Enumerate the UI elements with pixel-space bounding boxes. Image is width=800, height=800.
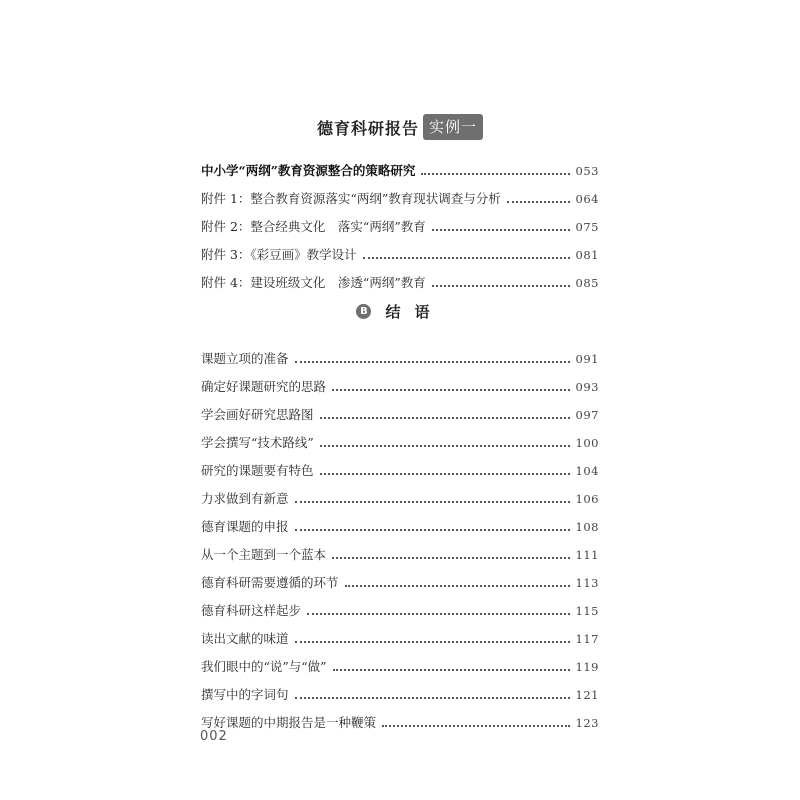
toc-entry-title: 学会撰写“技术路线” <box>201 435 314 450</box>
page-header <box>0 114 800 140</box>
toc-entry[interactable] <box>201 646 599 674</box>
toc-entry-page: 108 <box>575 520 599 534</box>
dot-leader <box>332 556 570 559</box>
toc-entry[interactable] <box>201 674 599 702</box>
toc-entry[interactable] <box>201 422 599 450</box>
toc-entry-title: 确定好课题研究的思路 <box>201 379 327 394</box>
dot-leader <box>333 668 570 671</box>
toc-entry-title: 读出文献的味道 <box>201 631 289 646</box>
toc-entry-title: 德育课题的申报 <box>201 519 289 534</box>
toc-entry[interactable] <box>201 150 599 178</box>
dot-leader <box>295 528 570 531</box>
toc-entry-page: 053 <box>575 164 599 178</box>
toc-entry-title: 我们眼中的“说”与“做” <box>201 659 327 674</box>
toc-entry-title: 附件 1：整合教育资源落实“两纲”教育现状调查与分析 <box>201 191 501 206</box>
toc-entry-page: 093 <box>575 380 599 394</box>
toc-entry-page: 121 <box>575 688 599 702</box>
toc-entry-page: 075 <box>575 220 599 234</box>
dot-leader <box>295 696 570 699</box>
dot-leader <box>382 724 570 727</box>
toc-entry-title: 学会画好研究思路图 <box>201 407 314 422</box>
toc-entry-title: 力求做到有新意 <box>201 491 289 506</box>
toc-entry-title: 附件 4：建设班级文化 渗透“两纲”教育 <box>201 275 426 290</box>
toc-entry[interactable] <box>201 338 599 366</box>
toc-entry-title: 从一个主题到一个蓝本 <box>201 547 327 562</box>
toc-entry[interactable] <box>201 478 599 506</box>
section-title: 结语 <box>385 303 444 321</box>
toc-entry-title: 中小学“两纲”教育资源整合的策略研究 <box>201 163 416 178</box>
toc-entry-page: 111 <box>575 548 599 562</box>
dot-leader <box>507 200 570 203</box>
toc-list-part2 <box>201 338 599 730</box>
section-letter-badge: B <box>356 304 371 319</box>
toc-entry-page: 106 <box>575 492 599 506</box>
dot-leader <box>320 416 570 419</box>
header-title: 德育科研报告 <box>316 118 419 138</box>
dot-leader <box>363 256 570 259</box>
toc-entry[interactable] <box>201 234 599 262</box>
toc-list-part1 <box>201 150 599 290</box>
toc-entry-page: 081 <box>575 248 599 262</box>
dot-leader <box>320 472 570 475</box>
toc-entry[interactable] <box>201 562 599 590</box>
header-badge: 实例一 <box>423 114 483 140</box>
dot-leader <box>295 360 570 363</box>
section-header <box>0 301 800 322</box>
toc-entry-page: 104 <box>575 464 599 478</box>
toc-entry-page: 091 <box>575 352 599 366</box>
page-number: 002 <box>200 729 228 744</box>
toc-entry-page: 064 <box>575 192 599 206</box>
toc-entry[interactable] <box>201 618 599 646</box>
toc-entry-page: 115 <box>575 604 599 618</box>
toc-entry[interactable] <box>201 206 599 234</box>
toc-entry-page: 113 <box>575 576 599 590</box>
toc-entry-page: 097 <box>575 408 599 422</box>
toc-entry[interactable] <box>201 450 599 478</box>
toc-entry[interactable] <box>201 366 599 394</box>
toc-entry-title: 撰写中的字词句 <box>201 687 289 702</box>
toc-entry-title: 附件 3：《彩豆画》教学设计 <box>201 247 357 262</box>
dot-leader <box>320 444 570 447</box>
toc-entry-title: 写好课题的中期报告是一种鞭策 <box>201 715 377 730</box>
dot-leader <box>332 388 570 391</box>
toc-entry-page: 117 <box>575 632 599 646</box>
toc-entry-title: 德育科研这样起步 <box>201 603 302 618</box>
toc-entry[interactable] <box>201 262 599 290</box>
dot-leader <box>432 284 570 287</box>
toc-entry[interactable] <box>201 534 599 562</box>
toc-entry[interactable] <box>201 590 599 618</box>
toc-entry[interactable] <box>201 178 599 206</box>
dot-leader <box>295 500 570 503</box>
toc-entry-title: 研究的课题要有特色 <box>201 463 314 478</box>
dot-leader <box>295 640 570 643</box>
toc-entry-page: 085 <box>575 276 599 290</box>
toc-entry-page: 119 <box>575 660 599 674</box>
toc-entry-page: 123 <box>575 716 599 730</box>
toc-entry-page: 100 <box>575 436 599 450</box>
toc-entry-title: 附件 2：整合经典文化 落实“两纲”教育 <box>201 219 426 234</box>
toc-entry[interactable] <box>201 394 599 422</box>
toc-entry-title: 德育科研需要遵循的环节 <box>201 575 339 590</box>
dot-leader <box>432 228 570 231</box>
dot-leader <box>307 612 570 615</box>
toc-entry[interactable] <box>201 702 599 730</box>
toc-entry[interactable] <box>201 506 599 534</box>
dot-leader <box>345 584 570 587</box>
dot-leader <box>421 172 569 175</box>
toc-entry-title: 课题立项的准备 <box>201 351 289 366</box>
